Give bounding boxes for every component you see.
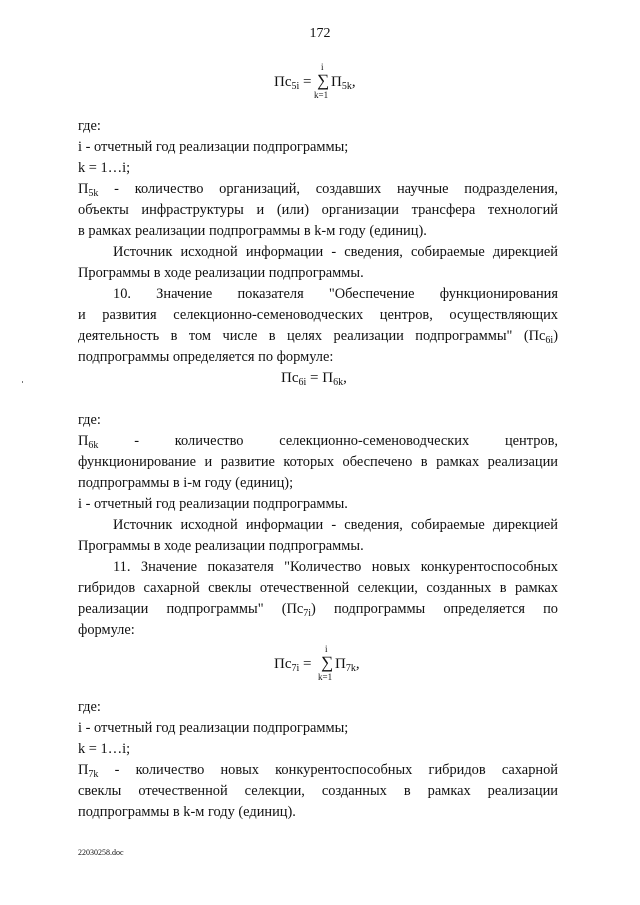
sum-sign: ∑	[321, 653, 334, 672]
k-definition: k = 1…i;	[78, 741, 131, 757]
item11-text-end: ) подпрограммы определяется по	[311, 601, 558, 617]
sum-sign: ∑	[317, 71, 330, 90]
sum-lower-limit: k=1	[314, 90, 329, 100]
formula-lhs: Пс	[274, 656, 292, 672]
item11-line1: 11. Значение показателя "Количество новых конкурентоспособных	[113, 559, 558, 575]
i-definition: i - отчетный год реализации подпрограммы;	[78, 720, 349, 736]
i-definition: i - отчетный год реализации подпрограммы.	[78, 496, 348, 512]
item10-paren: )	[553, 328, 558, 344]
p5-definition-line2: объекты инфраструктуры и (или) организации трансфера технологий	[78, 202, 558, 218]
i-definition: i - отчетный год реализации подпрограммы;	[78, 139, 349, 155]
p7-symbol: П	[78, 762, 89, 778]
p6-text: - количество селекционно-семеноводческих центров,	[134, 433, 558, 449]
p6-sub: 6k	[88, 440, 99, 451]
item10-sub: 6i	[545, 335, 554, 346]
p6-definition-line3: подпрограммы в i-м году (единиц);	[78, 475, 294, 491]
sum-upper-limit: i	[321, 62, 324, 72]
footer-filename: 22030258.doc	[78, 848, 124, 857]
formula-term: П	[335, 656, 346, 672]
p5-sub: 5k	[88, 188, 99, 199]
item11-text: реализации подпрограммы" (Пс	[78, 601, 304, 617]
p6-symbol: П	[78, 433, 89, 449]
formula-lhs: Пс	[281, 370, 299, 386]
p7-definition-line2: свеклы отечественной селекции, созданных в рамках реализации	[78, 783, 558, 799]
formula-rhs-sub: 6k	[333, 377, 344, 388]
formula-term: П	[331, 74, 342, 90]
formula-tail: ,	[351, 74, 356, 90]
p7-sub: 7k	[88, 769, 99, 780]
formula-tail: ,	[343, 370, 347, 386]
formula-eq: =	[303, 656, 312, 672]
formula-tail: ,	[355, 656, 360, 672]
formula-eq: = П	[310, 370, 334, 386]
formula-pc6	[0, 364, 640, 394]
formula-pc7	[0, 644, 640, 690]
item10-line4: подпрограммы определяется по формуле:	[78, 349, 334, 365]
sum-lower-limit: k=1	[318, 672, 333, 682]
item11-line4: формуле:	[78, 622, 135, 638]
sum-upper-limit: i	[325, 644, 328, 654]
item10-text: деятельность в том числе в целях реализации подпрограммы" (Пс	[78, 328, 546, 344]
formula-term-sub: 5k	[341, 81, 352, 92]
source-line2: Программы в ходе реализации подпрограммы.	[78, 538, 364, 554]
item10-line1: 10. Значение показателя "Обеспечение функционирования	[113, 286, 558, 302]
where-label: где:	[78, 118, 101, 134]
k-definition: k = 1…i;	[78, 160, 131, 176]
source-line1: Источник исходной информации - сведения, собираемые дирекцией	[113, 244, 558, 260]
p7-text: - количество новых конкурентоспособных гибридов сахарной	[114, 762, 558, 778]
p5-symbol: П	[78, 181, 89, 197]
formula-lhs-sub: 6i	[298, 377, 307, 388]
formula-term-sub: 7k	[345, 663, 356, 674]
formula-lhs-sub: 7i	[291, 663, 300, 674]
item10-line2: и развития селекционно-семеноводческих центров, осуществляющих	[78, 307, 558, 323]
source-line1: Источник исходной информации - сведения, собираемые дирекцией	[113, 517, 558, 533]
where-label: где:	[78, 699, 101, 715]
p5-text: - количество организаций, создавших научные подразделения,	[114, 181, 558, 197]
formula-pc5	[0, 62, 640, 108]
where-label: где:	[78, 412, 101, 428]
p5-definition-line3: в рамках реализации подпрограммы в k-м году (единиц).	[78, 223, 427, 239]
item11-sub: 7i	[303, 608, 312, 619]
item11-line2: гибридов сахарной свеклы отечественной селекции, созданных в рамках	[78, 580, 558, 596]
page-number: 172	[309, 26, 331, 41]
formula-eq: =	[303, 74, 312, 90]
formula-lhs: Пс	[274, 74, 292, 90]
source-line2: Программы в ходе реализации подпрограммы.	[78, 265, 364, 281]
p7-definition-line3: подпрограммы в k-м году (единиц).	[78, 804, 296, 820]
p6-definition-line2: функционирование и развитие которых обеспечено в рамках реализации	[78, 454, 558, 470]
formula-lhs-sub: 5i	[291, 81, 300, 92]
